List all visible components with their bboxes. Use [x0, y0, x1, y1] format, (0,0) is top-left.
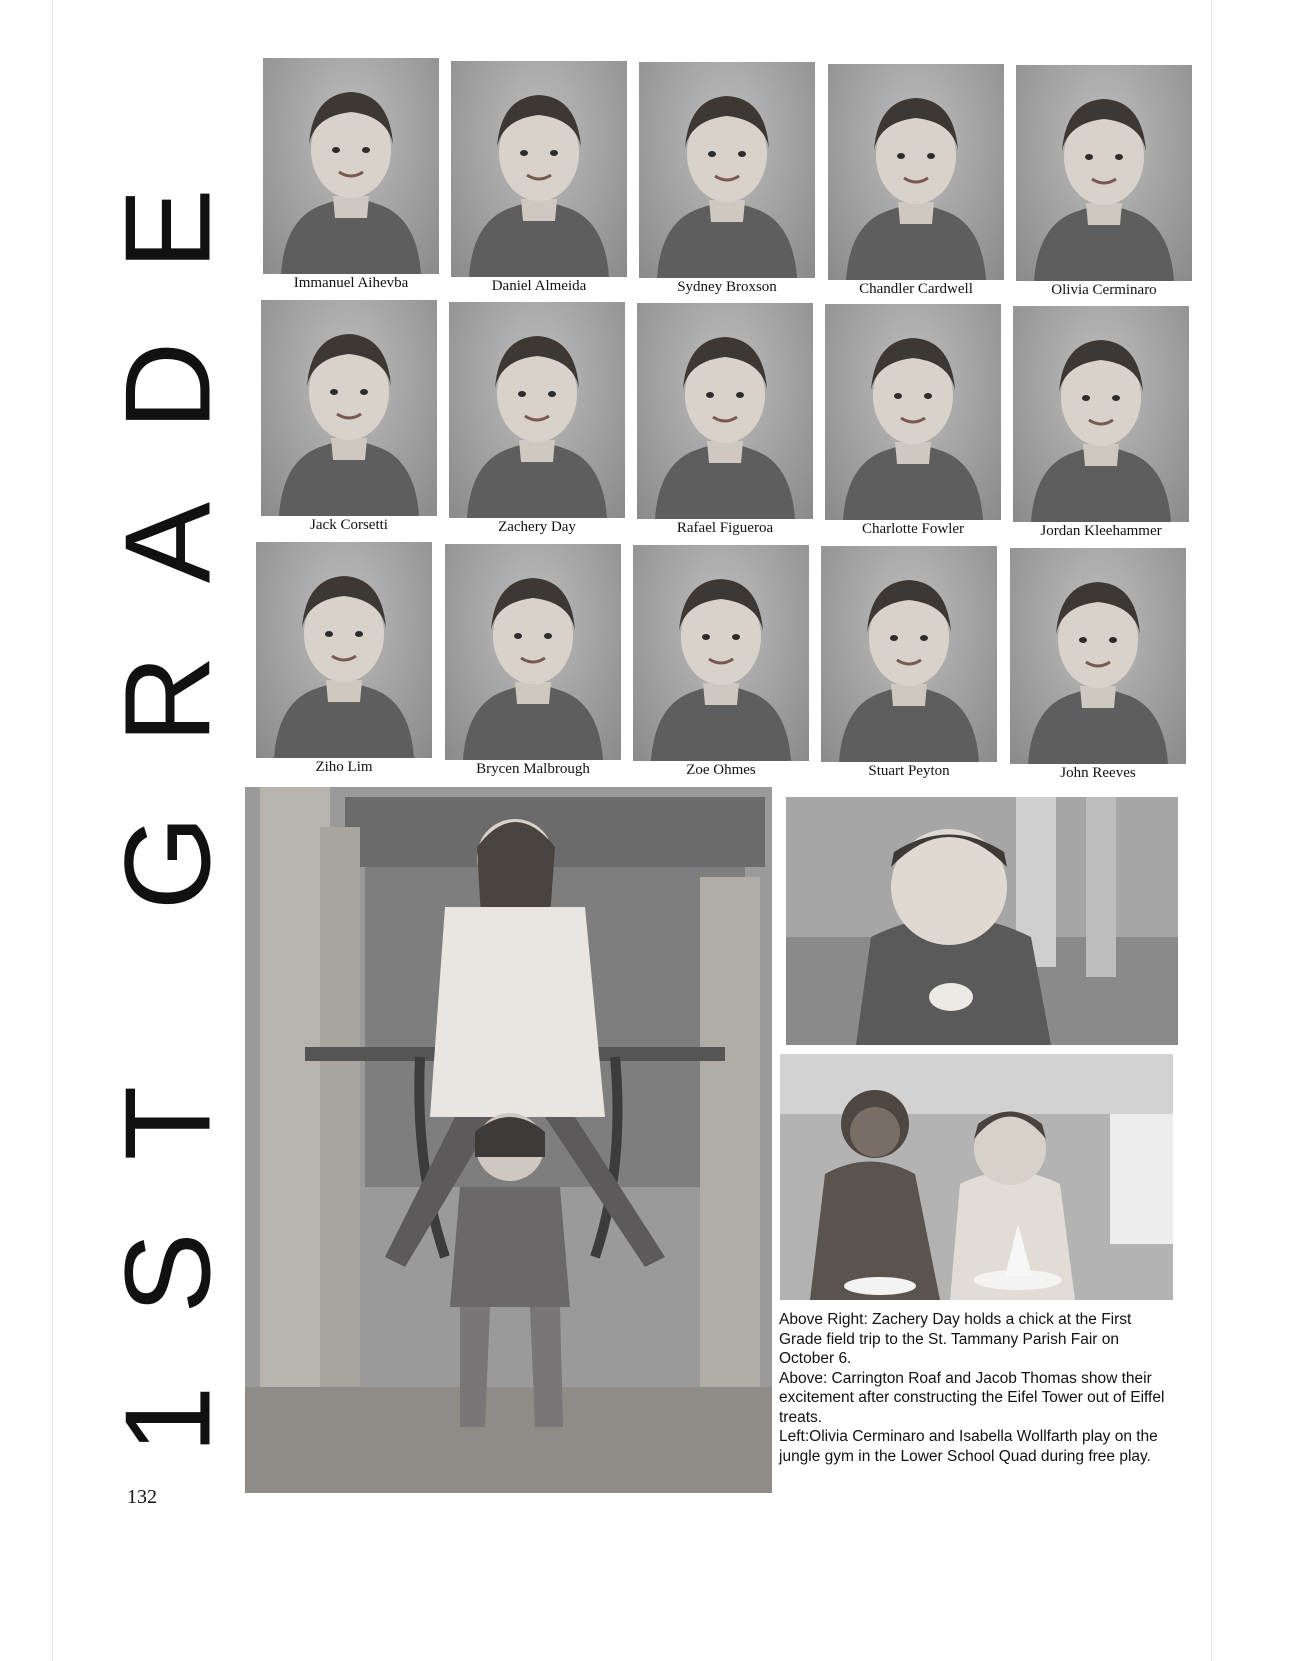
portrait-photo [1016, 65, 1192, 281]
student-name: Sydney Broxson [677, 279, 777, 295]
portrait-photo [261, 300, 437, 516]
portrait-card [451, 61, 627, 293]
portrait-card [821, 546, 997, 778]
portrait-photo [637, 303, 813, 519]
classroom-photo [780, 1054, 1173, 1300]
portrait-photo [263, 58, 439, 274]
portrait-photo [828, 64, 1004, 280]
portrait-photo [445, 544, 621, 760]
portrait-card [263, 58, 439, 290]
student-name: Brycen Malbrough [476, 761, 590, 777]
student-name: Ziho Lim [315, 759, 373, 775]
portrait-photo [451, 61, 627, 277]
portrait-photo [633, 545, 809, 761]
student-name: Jordan Kleehammer [1040, 523, 1162, 539]
jungle-gym-photo [245, 787, 772, 1493]
student-name: Immanuel Aihevba [293, 275, 409, 291]
page-number: 132 [127, 1486, 157, 1508]
portrait-photo [449, 302, 625, 518]
portrait-card [256, 542, 432, 774]
student-name: John Reeves [1060, 765, 1136, 781]
student-name: Charlotte Fowler [861, 521, 965, 537]
portrait-card [633, 545, 809, 777]
right-margin-line [1211, 0, 1212, 1661]
student-name: Jack Corsetti [310, 517, 388, 533]
portrait-card [449, 302, 625, 534]
portrait-photo [825, 304, 1001, 520]
portrait-card [828, 64, 1004, 296]
caption-left: Left:Olivia Cerminaro and Isabella Wollfarth play on the jungle gym in the Lower School Quad during free play. [779, 1428, 1158, 1465]
student-name: Olivia Cerminaro [1051, 282, 1157, 298]
left-margin-line [52, 0, 53, 1661]
grade-title [100, 95, 237, 1475]
portrait-card [261, 300, 437, 532]
student-name: Daniel Almeida [491, 278, 587, 294]
student-name: Rafael Figueroa [676, 520, 774, 536]
portrait-photo [1010, 548, 1186, 764]
field-trip-photo [786, 797, 1178, 1045]
portrait-photo [256, 542, 432, 758]
grade-title-text: 1ST GRADE [100, 116, 237, 1454]
photo-captions [779, 1310, 1174, 1466]
portrait-card [639, 62, 815, 294]
portrait-card [637, 303, 813, 535]
student-name: Stuart Peyton [868, 763, 950, 779]
portrait-photo [821, 546, 997, 762]
portrait-card [1010, 548, 1186, 780]
caption-above-right: Above Right: Zachery Day holds a chick at the First Grade field trip to the St. Tammany Parish Fair on October 6. [779, 1311, 1132, 1367]
portrait-photo [1013, 306, 1189, 522]
portrait-photo [639, 62, 815, 278]
student-name: Zachery Day [498, 519, 576, 535]
portrait-card [1013, 306, 1189, 538]
portrait-card [445, 544, 621, 776]
caption-above: Above: Carrington Roaf and Jacob Thomas show their excitement after constructing the Eifel Tower out of Eiffel treats. [779, 1369, 1165, 1426]
student-name: Chandler Cardwell [859, 281, 973, 297]
student-name: Zoe Ohmes [686, 762, 756, 778]
portrait-card [1016, 65, 1192, 297]
portrait-card [825, 304, 1001, 536]
